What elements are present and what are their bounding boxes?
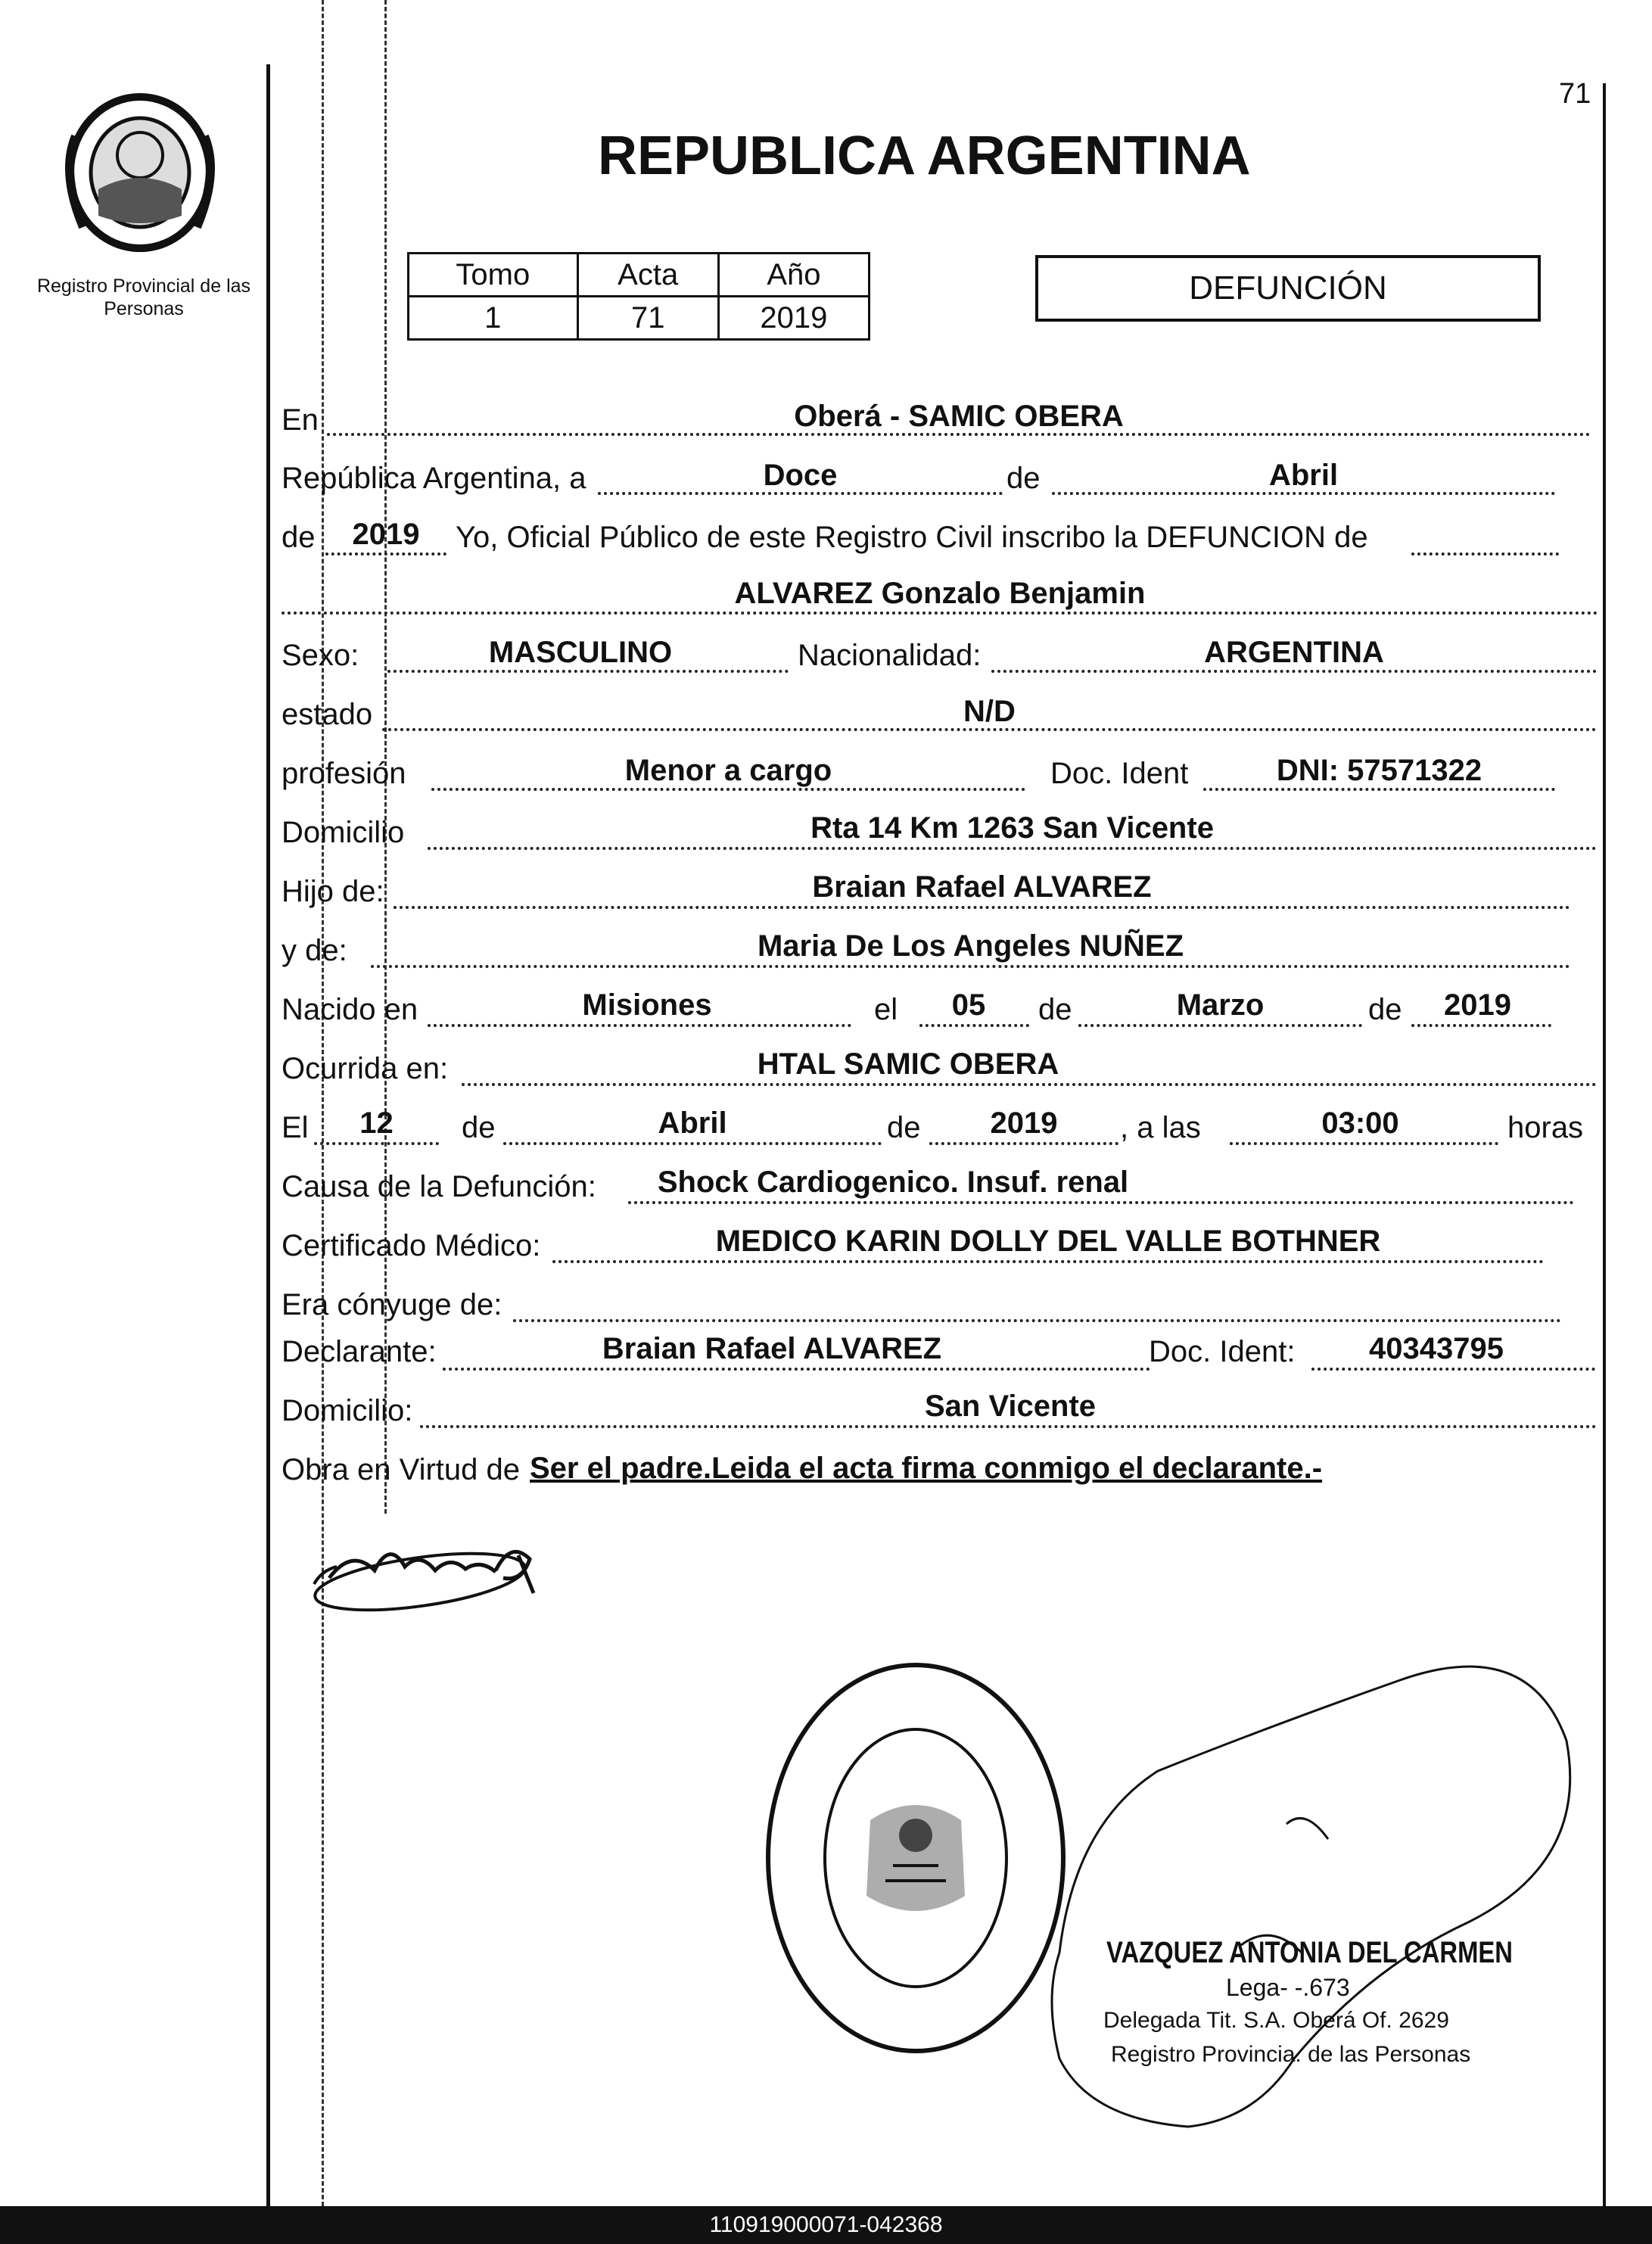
father-line bbox=[394, 906, 1570, 909]
sexo-label: Sexo: bbox=[282, 639, 359, 672]
officer-registry: Registro Provincia. de las Personas bbox=[1111, 2042, 1471, 2067]
country-title: REPUBLICA ARGENTINA bbox=[598, 126, 1251, 186]
conyuge-label: Era cónyuge de: bbox=[282, 1288, 502, 1321]
year-value: 2019 bbox=[352, 518, 420, 551]
nacionalidad-label: Nacionalidad: bbox=[798, 639, 982, 672]
day-value: Doce bbox=[763, 459, 838, 492]
birth-place-line bbox=[428, 1024, 851, 1027]
el-label: el bbox=[874, 993, 898, 1026]
horas-label: horas bbox=[1507, 1111, 1584, 1144]
sexo-value: MASCULINO bbox=[488, 636, 673, 669]
el2-label: El bbox=[282, 1111, 309, 1144]
causa-line bbox=[628, 1201, 1574, 1204]
death-year-line bbox=[929, 1142, 1118, 1145]
record-type-box: DEFUNCIÓN bbox=[1035, 255, 1541, 322]
obra-label: Obra en Virtud de bbox=[282, 1453, 521, 1486]
birth-year-line bbox=[1411, 1024, 1551, 1027]
death-time-line bbox=[1230, 1142, 1498, 1145]
death-time-value: 03:00 bbox=[1321, 1106, 1399, 1140]
place-line bbox=[327, 433, 1591, 436]
en-label: En bbox=[282, 403, 319, 437]
causa-label: Causa de la Defunción: bbox=[282, 1170, 596, 1203]
death-year-value: 2019 bbox=[990, 1106, 1058, 1140]
nacido-label: Nacido en bbox=[282, 993, 418, 1026]
estado-line bbox=[382, 728, 1597, 731]
tomo-header: Tomo bbox=[409, 254, 578, 297]
nacionalidad-line bbox=[991, 670, 1597, 673]
cert-line bbox=[552, 1260, 1544, 1263]
conyuge-line bbox=[513, 1319, 1561, 1322]
deceased-name: ALVAREZ Gonzalo Benjamin bbox=[734, 577, 1146, 610]
acta-value: 71 bbox=[577, 297, 718, 340]
causa-value: Shock Cardiogenico. Insuf. renal bbox=[657, 1166, 1129, 1199]
officer-signature-icon bbox=[1044, 1635, 1619, 2180]
birth-day-line bbox=[919, 1024, 1029, 1027]
doc-line bbox=[1203, 788, 1555, 791]
officer-legajo: Lega- -.673 bbox=[1226, 1974, 1350, 2001]
birth-month-line bbox=[1078, 1024, 1362, 1027]
doc-value: DNI: 57571322 bbox=[1276, 754, 1482, 787]
province-emblem bbox=[53, 83, 227, 257]
cert-label: Certificado Médico: bbox=[282, 1229, 541, 1262]
obra-value: Ser el padre.Leida el acta firma conmigo el declarante.- bbox=[530, 1452, 1323, 1485]
doc2-line bbox=[1311, 1368, 1595, 1371]
province-emblem-icon bbox=[53, 83, 227, 257]
officer-name: VAZQUEZ ANTONIA DEL CARMEN bbox=[1106, 1936, 1513, 1969]
left-margin-line bbox=[266, 64, 270, 2206]
year-line bbox=[325, 552, 446, 556]
declarante-line bbox=[443, 1368, 1150, 1371]
record-table bbox=[407, 252, 870, 341]
de-label-3: de bbox=[1038, 993, 1072, 1026]
ano-header: Año bbox=[718, 254, 869, 297]
place-value: Oberá - SAMIC OBERA bbox=[794, 400, 1124, 433]
death-place-value: HTAL SAMIC OBERA bbox=[757, 1047, 1059, 1081]
domicilio-value: Rta 14 Km 1263 San Vicente bbox=[810, 811, 1214, 845]
domicilio-line bbox=[428, 847, 1597, 850]
official-line bbox=[1411, 552, 1559, 556]
cert-value: MEDICO KARIN DOLLY DEL VALLE BOTHNER bbox=[715, 1225, 1381, 1258]
death-month-value: Abril bbox=[658, 1106, 727, 1140]
birth-day-value: 05 bbox=[951, 988, 986, 1022]
de-label-5: de bbox=[462, 1111, 496, 1144]
page-number: 71 bbox=[1559, 78, 1591, 110]
month-line bbox=[1052, 492, 1555, 495]
de-label-6: de bbox=[887, 1111, 921, 1144]
death-day-value: 12 bbox=[359, 1106, 394, 1140]
profesion-label: profesión bbox=[282, 757, 406, 790]
declarant-signature-icon bbox=[306, 1525, 556, 1620]
doc-label: Doc. Ident bbox=[1050, 757, 1189, 790]
doc2-label: Doc. Ident: bbox=[1149, 1335, 1296, 1368]
fold-line-left bbox=[322, 0, 324, 2206]
registry-name: Registro Provincial de las Personas bbox=[36, 275, 251, 319]
domicilio2-value: San Vicente bbox=[924, 1390, 1097, 1423]
estado-label: estado bbox=[282, 698, 373, 731]
profesion-line bbox=[431, 788, 1025, 791]
death-place-line bbox=[462, 1083, 1597, 1086]
officer-role: Delegada Tit. S.A. Oberá Of. 2629 bbox=[1103, 2008, 1449, 2033]
mother-value: Maria De Los Angeles NUÑEZ bbox=[757, 929, 1184, 963]
official-text: Yo, Oficial Público de este Registro Civil inscribo la DEFUNCION de bbox=[456, 521, 1368, 554]
domicilio-label: Domicilio bbox=[282, 816, 405, 849]
declarante-label: Declarante: bbox=[282, 1335, 437, 1368]
nacionalidad-value: ARGENTINA bbox=[1204, 636, 1384, 669]
sexo-line bbox=[387, 670, 789, 673]
de-label-1: de bbox=[1006, 462, 1041, 495]
month-value: Abril bbox=[1268, 459, 1339, 492]
hijo-label: Hijo de: bbox=[282, 875, 384, 908]
declarante-value: Braian Rafael ALVAREZ bbox=[602, 1332, 942, 1365]
death-day-line bbox=[314, 1142, 439, 1145]
de-label-4: de bbox=[1368, 993, 1402, 1026]
doc2-value: 40343795 bbox=[1369, 1332, 1504, 1365]
republic-label: República Argentina, a bbox=[282, 462, 586, 495]
domicilio2-label: Domicilio: bbox=[282, 1394, 413, 1427]
domicilio2-line bbox=[420, 1425, 1597, 1428]
yde-label: y de: bbox=[282, 934, 347, 967]
official-seal-icon bbox=[757, 1654, 1075, 2062]
ano-value: 2019 bbox=[718, 297, 869, 340]
father-value: Braian Rafael ALVAREZ bbox=[812, 870, 1152, 904]
estado-value: N/D bbox=[963, 695, 1016, 728]
profesion-value: Menor a cargo bbox=[624, 754, 832, 787]
day-line bbox=[598, 492, 1003, 495]
birth-year-value: 2019 bbox=[1444, 988, 1511, 1022]
acta-header: Acta bbox=[577, 254, 718, 297]
tomo-value: 1 bbox=[409, 297, 578, 340]
document-code: 110919000071-042368 bbox=[0, 2206, 1652, 2244]
name-line bbox=[282, 612, 1598, 615]
birth-place-value: Misiones bbox=[582, 988, 712, 1022]
alas-label: , a las bbox=[1120, 1111, 1201, 1144]
death-month-line bbox=[503, 1142, 882, 1145]
mother-line bbox=[371, 965, 1570, 968]
birth-month-value: Marzo bbox=[1176, 988, 1265, 1022]
ocurrida-label: Ocurrida en: bbox=[282, 1052, 449, 1085]
de-label-2: de bbox=[282, 521, 316, 554]
